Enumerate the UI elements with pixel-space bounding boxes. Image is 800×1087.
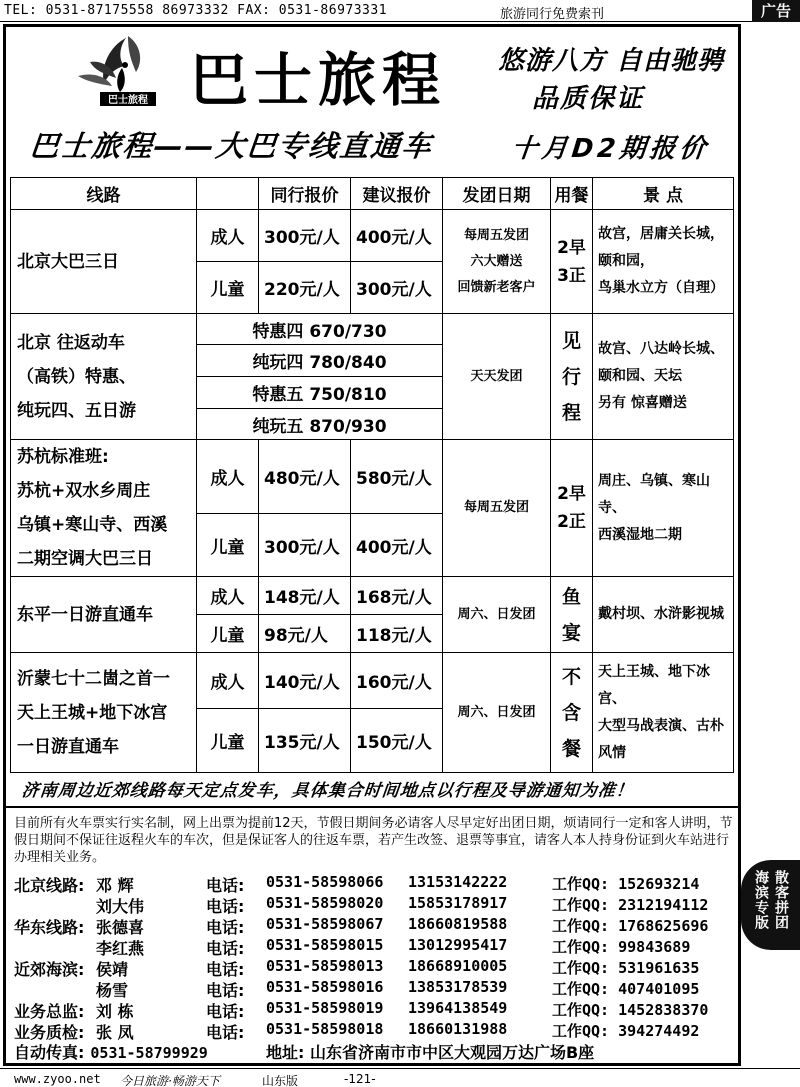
- header-route: 线路: [11, 178, 197, 210]
- contact-qq: 工作QQ: 1768625696: [552, 917, 709, 935]
- tour-price-table: [10, 177, 734, 773]
- table-row: [11, 653, 734, 709]
- tel-label: 电话:: [206, 939, 245, 958]
- route-cell: 东平一日游直通车: [11, 577, 197, 653]
- section-divider: [6, 806, 738, 808]
- footer-site: www.zyoo.net: [14, 1072, 101, 1086]
- tel-label: 电话:: [206, 981, 245, 1000]
- contact-tel: 0531-58598016: [266, 978, 384, 996]
- contact-category: 华东线路:: [14, 918, 85, 937]
- tel-label: 电话:: [206, 897, 245, 916]
- price-cell: 特惠五 750/810: [197, 377, 443, 409]
- contact-name: 杨雪: [96, 981, 129, 1000]
- contact-category: 北京线路:: [14, 876, 85, 895]
- contact-tel: 0531-58598066: [266, 873, 384, 891]
- spot-line: 西溪湿地二期: [598, 526, 682, 543]
- contact-category: 近郊海滨:: [14, 960, 85, 979]
- contact-tel: 0531-58598018: [266, 1020, 384, 1038]
- contact-mobile: 18660131988: [408, 1020, 508, 1038]
- contact-list: [14, 873, 734, 1041]
- footer: [0, 1068, 800, 1087]
- fax-number: 0531-58799929: [90, 1044, 208, 1062]
- header-contact: TEL: 0531-87175558 86973332 FAX: 0531-86973331: [4, 3, 388, 18]
- table-row: [11, 577, 734, 615]
- date-cell: 每周五发团: [443, 440, 551, 577]
- contact-mobile: 18668910005: [408, 957, 508, 975]
- meal-line: 2正: [557, 512, 586, 532]
- type-cell: 儿童: [197, 615, 259, 653]
- meal-line: 见: [561, 329, 581, 352]
- header-type-blank: [197, 178, 259, 210]
- contact-qq: 工作QQ: 531961635: [552, 959, 700, 977]
- contact-mobile: 13853178539: [408, 978, 508, 996]
- type-cell: 儿童: [197, 514, 259, 577]
- contact-row: [14, 873, 734, 894]
- spot-line: 风情: [598, 744, 626, 761]
- contact-row: [14, 978, 734, 999]
- type-cell: 儿童: [197, 262, 259, 314]
- date-line: 每周五发团: [463, 227, 529, 243]
- contact-qq: 工作QQ: 99843689: [552, 938, 691, 956]
- peer-price-cell: 300元/人: [259, 514, 351, 577]
- meal-line: 2早: [557, 484, 586, 504]
- ad-label: 广告: [752, 0, 800, 22]
- address-text: 山东省济南市市中区大观园万达广场B座: [309, 1043, 595, 1062]
- price-cell: 特惠四 670/730: [197, 314, 443, 345]
- route-cell: [11, 314, 197, 440]
- side-tab-label-2: 散客拼团: [773, 870, 789, 930]
- contact-row: [14, 999, 734, 1020]
- tel-label: 电话:: [206, 1002, 245, 1021]
- meal-line: 餐: [561, 737, 581, 760]
- footer-tagline: 今日旅游·畅游天下: [120, 1074, 220, 1087]
- peer-price-cell: 98元/人: [259, 615, 351, 653]
- spot-line: 周庄、乌镇、寒山寺、: [598, 472, 710, 516]
- date-cell: 天天发团: [443, 314, 551, 440]
- meal-cell: [551, 210, 593, 314]
- header-spots: 景 点: [593, 178, 734, 210]
- route-line: 沂蒙七十二崮之首一: [17, 668, 170, 689]
- date-line: 六大赠送: [470, 253, 523, 269]
- tel-label: 电话:: [206, 918, 245, 937]
- type-cell: 成人: [197, 210, 259, 262]
- logo: [70, 32, 180, 110]
- contact-category: 业务总监:: [14, 1002, 85, 1021]
- tel-label: 电话:: [206, 876, 245, 895]
- spots-cell: [593, 314, 734, 440]
- spot-line: 颐和园、天坛: [598, 368, 682, 384]
- spot-line: 大型马战表演、古朴: [598, 717, 724, 734]
- type-cell: 成人: [197, 577, 259, 615]
- contact-qq: 工作QQ: 407401095: [552, 980, 700, 998]
- contact-mobile: 18660819588: [408, 915, 508, 933]
- slogan-line1: 悠游八方 自由驰骋: [498, 46, 725, 76]
- contact-name: 刘大伟: [96, 897, 145, 916]
- meal-line: 宴: [561, 621, 581, 644]
- meal-line: 行: [561, 365, 581, 388]
- route-line: 一日游直通车: [17, 736, 119, 757]
- magazine-label: 旅游同行免费索刊: [500, 7, 605, 22]
- fax-line: [14, 1040, 595, 1063]
- date-cell: 周六、日发团: [443, 577, 551, 653]
- train-ticket-notice: 目前所有火车票实行实名制，网上出票为提前12天，节假日期间务必请客人尽早定好出团日期，烦请同行一定和客人讲明，节假日期间不保证往返程火车的车次，但是保证客人的往返车票，若产生改签、退票等事宜，请客人本人持身份证到火车站进行办理相关业务。: [14, 816, 733, 865]
- contact-qq: 工作QQ: 394274492: [552, 1022, 700, 1040]
- meal-line: 不: [561, 665, 581, 688]
- price-cell: 纯玩四 780/840: [197, 345, 443, 377]
- route-cell: [11, 440, 197, 577]
- route-line: 苏杭标准班:: [17, 447, 109, 467]
- contact-qq: 工作QQ: 1452838370: [552, 1001, 709, 1019]
- route-line: 天上王城+地下冰宫: [17, 702, 168, 723]
- spot-line: 故宫、八达岭长城、: [598, 341, 724, 357]
- contact-mobile: 15853178917: [408, 894, 508, 912]
- meal-cell: [551, 440, 593, 577]
- spots-cell: [593, 210, 734, 314]
- header-suggest-price: 建议报价: [351, 178, 443, 210]
- contact-tel: 0531-58598013: [266, 957, 384, 975]
- contact-name: 李红燕: [96, 939, 145, 958]
- contact-row: [14, 957, 734, 978]
- spots-cell: [593, 653, 734, 773]
- route-line: 苏杭+双水乡周庄: [17, 481, 151, 501]
- suggest-price-cell: 150元/人: [351, 709, 443, 773]
- meal-cell: [551, 314, 593, 440]
- suggest-price-cell: 168元/人: [351, 577, 443, 615]
- table-row: [11, 210, 734, 262]
- contact-mobile: 13153142222: [408, 873, 508, 891]
- spot-line: 天上王城、地下冰宫、: [598, 663, 710, 707]
- suggest-price-cell: 580元/人: [351, 440, 443, 514]
- peer-price-cell: 140元/人: [259, 653, 351, 709]
- peer-price-cell: 480元/人: [259, 440, 351, 514]
- spots-cell: [593, 440, 734, 577]
- meal-line: 程: [561, 401, 581, 424]
- suggest-price-cell: 118元/人: [351, 615, 443, 653]
- contact-name: 邓 辉: [96, 876, 134, 895]
- headline-title: 巴士旅程——大巴专线直通车: [28, 129, 435, 163]
- footer-edition: 山东版: [262, 1074, 299, 1087]
- route-cell: [11, 653, 197, 773]
- date-cell: [443, 210, 551, 314]
- peacock-logo-icon: [70, 32, 180, 110]
- route-line: 北京 往返动车: [17, 332, 125, 353]
- meal-line: 鱼: [561, 585, 581, 608]
- meal-cell: [551, 653, 593, 773]
- spot-line: 鸟巢水立方（自理）: [598, 280, 724, 296]
- contact-tel: 0531-58598067: [266, 915, 384, 933]
- contact-tel: 0531-58598015: [266, 936, 384, 954]
- address-label: 地址:: [266, 1043, 305, 1062]
- type-cell: 儿童: [197, 709, 259, 773]
- contact-row: [14, 936, 734, 957]
- price-cell: 纯玩五 870/930: [197, 409, 443, 440]
- date-line: 回馈新老客户: [457, 279, 536, 295]
- suggest-price-cell: 400元/人: [351, 514, 443, 577]
- suggest-price-cell: 400元/人: [351, 210, 443, 262]
- spot-line: 颐和园，: [598, 253, 654, 269]
- contact-mobile: 13964138549: [408, 999, 508, 1017]
- meal-line: 3正: [557, 265, 586, 286]
- spot-line: 另有 惊喜赠送: [598, 395, 687, 411]
- suggest-price-cell: 160元/人: [351, 653, 443, 709]
- contact-mobile: 13012995417: [408, 936, 508, 954]
- header-date: 发团日期: [443, 178, 551, 210]
- contact-name: 刘 栋: [96, 1002, 134, 1021]
- tel-label: 电话:: [206, 960, 245, 979]
- route-line: 二期空调大巴三日: [17, 549, 153, 569]
- spot-line: 故宫，居庸关长城，: [598, 226, 724, 242]
- address: [266, 1040, 594, 1063]
- top-bar: [0, 0, 800, 22]
- tel-label: 电话:: [206, 1023, 245, 1042]
- meal-line: 含: [561, 701, 581, 724]
- table-header-row: [11, 178, 734, 210]
- peer-price-cell: 220元/人: [259, 262, 351, 314]
- suggest-price-cell: 300元/人: [351, 262, 443, 314]
- peer-price-cell: 148元/人: [259, 577, 351, 615]
- meal-cell: [551, 577, 593, 653]
- contact-category: 业务质检:: [14, 1023, 85, 1042]
- slogan-line2: 品质保证: [532, 84, 645, 114]
- contact-row: [14, 894, 734, 915]
- route-line: 纯玩四、五日游: [17, 400, 136, 421]
- type-cell: 成人: [197, 440, 259, 514]
- side-tab: [741, 860, 800, 950]
- side-tab-label-1: 海滨专版: [753, 870, 769, 930]
- route-line: （高铁）特惠、: [17, 366, 136, 387]
- contact-name: 张德喜: [96, 918, 145, 937]
- peer-price-cell: 300元/人: [259, 210, 351, 262]
- meal-line: 2早: [557, 237, 586, 258]
- header-meal: 用餐: [551, 178, 593, 210]
- spots-cell: 戴村坝、水浒影视城: [593, 577, 734, 653]
- type-cell: 成人: [197, 653, 259, 709]
- route-cell: 北京大巴三日: [11, 210, 197, 314]
- date-cell: 周六、日发团: [443, 653, 551, 773]
- contact-row: [14, 1020, 734, 1041]
- table-row: [11, 314, 734, 345]
- logo-text: 巴士旅程: [108, 95, 148, 106]
- contact-name: 侯靖: [96, 960, 129, 979]
- table-row: [11, 440, 734, 514]
- header-peer-price: 同行报价: [259, 178, 351, 210]
- brand-title: 巴士旅程: [190, 46, 447, 114]
- peer-price-cell: 135元/人: [259, 709, 351, 773]
- departure-note: 济南周边近郊线路每天定点发车，具体集合时间地点以行程及导游通知为准！: [20, 781, 635, 801]
- contact-qq: 工作QQ: 152693214: [552, 875, 700, 893]
- fax-label: 自动传真:: [14, 1043, 85, 1062]
- page-number: -121-: [344, 1072, 376, 1086]
- contact-tel: 0531-58598020: [266, 894, 384, 912]
- contact-tel: 0531-58598019: [266, 999, 384, 1017]
- headline-period: 十月D2期报价: [510, 134, 712, 164]
- contact-qq: 工作QQ: 2312194112: [552, 896, 709, 914]
- route-line: 乌镇+寒山寺、西溪: [17, 515, 168, 535]
- contact-name: 张 凤: [96, 1023, 134, 1042]
- contact-row: [14, 915, 734, 936]
